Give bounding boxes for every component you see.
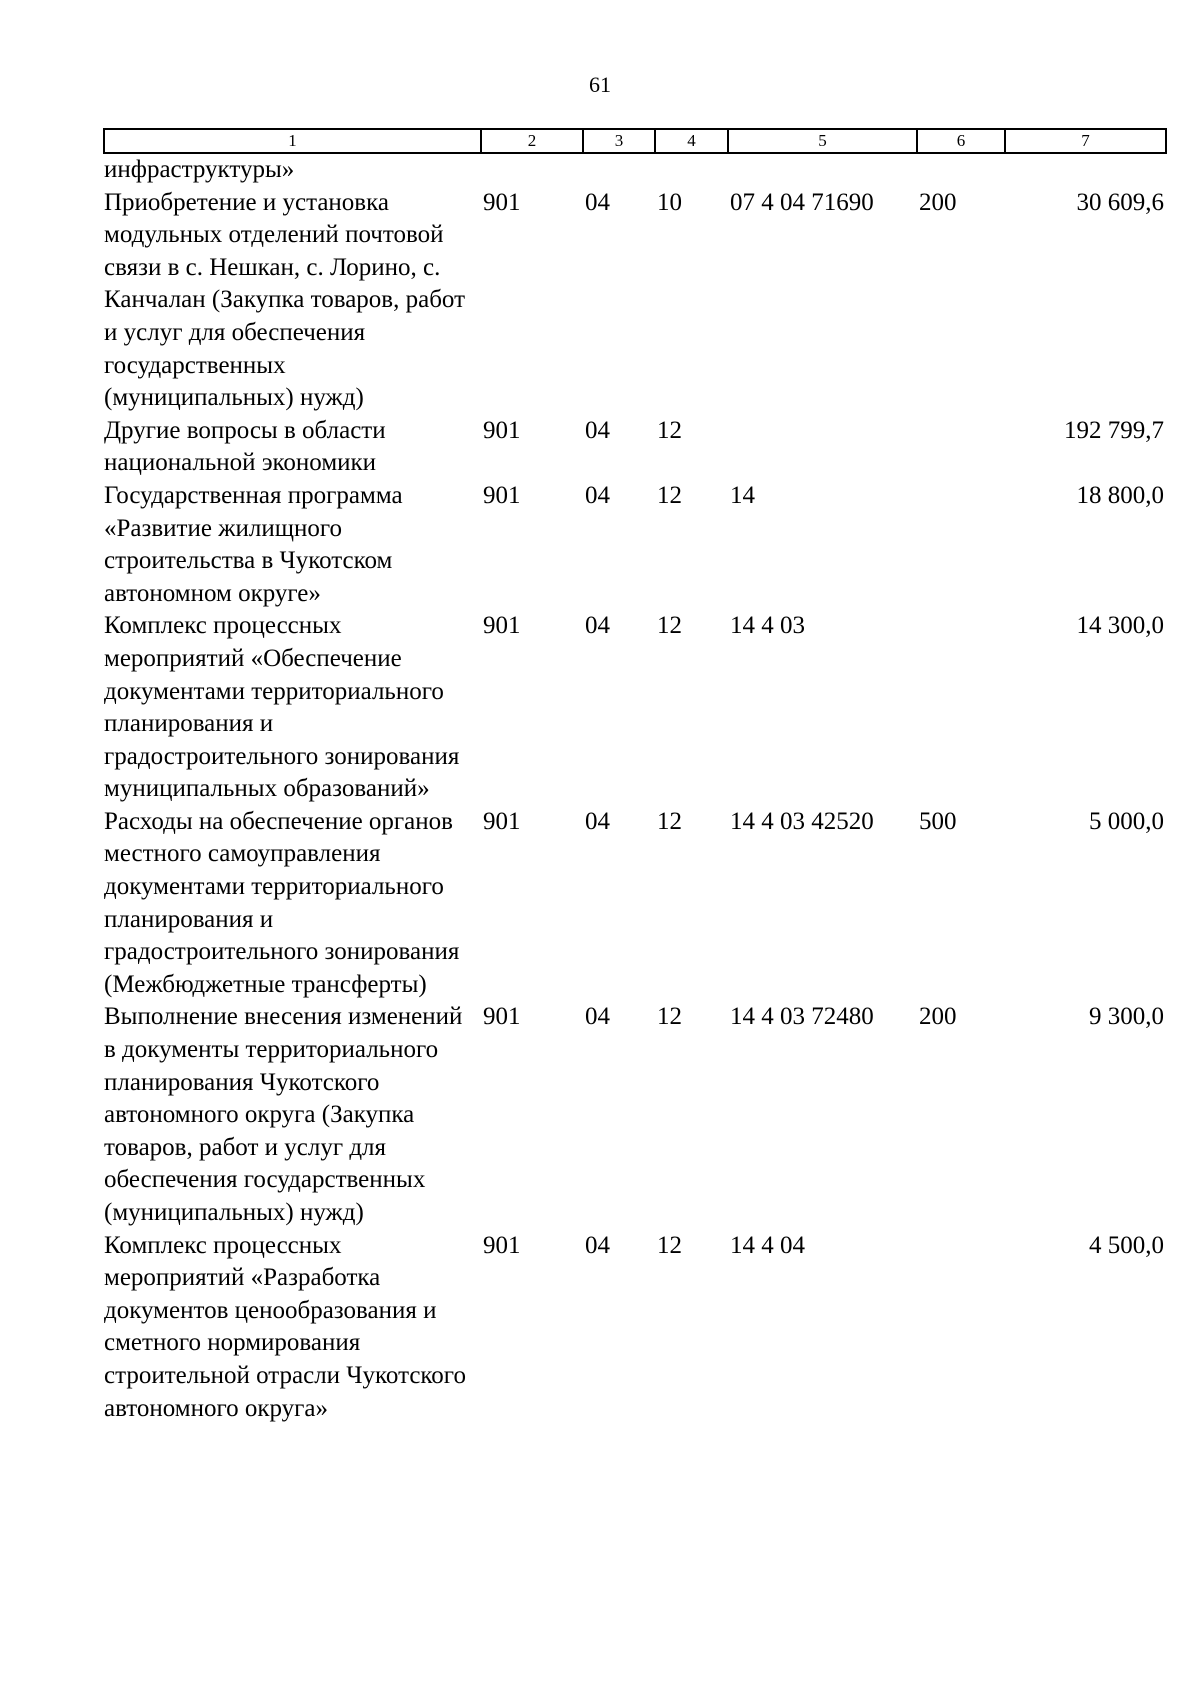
row-amount-cell: 4 500,0	[1089, 1231, 1164, 1259]
row-name-cell: Комплекс процессных мероприятий «Разработка документов ценообразования и сметного нормирования строительной отрасли Чукотского автономного округа»	[104, 1231, 466, 1422]
row-expense-type-cell	[917, 153, 1005, 187]
row-name-cell: Другие вопросы в области национальной экономики	[104, 416, 386, 477]
table-row	[104, 187, 1166, 415]
row-subsection-cell: 12	[657, 612, 682, 640]
table-row	[104, 610, 1166, 806]
row-name-cell: Расходы на обеспечение органов местного самоуправления документами территориального планирования и градостроительного зонирования (Межбюджетные трансферты)	[104, 807, 460, 998]
row-target-cell: 14 4 03 42520	[730, 807, 874, 835]
table-row	[104, 415, 1166, 480]
row-amount-cell	[1005, 153, 1166, 187]
row-ministry-cell: 901	[483, 807, 521, 835]
table-row	[104, 806, 1166, 1002]
row-amount-cell: 192 799,7	[1064, 416, 1164, 444]
row-section-cell: 04	[585, 481, 610, 509]
row-expense-type-cell: 200	[919, 188, 957, 216]
row-amount-cell: 14 300,0	[1076, 612, 1164, 640]
row-expense-type-cell	[917, 1230, 1005, 1426]
row-section-cell	[583, 153, 655, 187]
row-target-cell: 14 4 03 72480	[730, 1003, 874, 1031]
row-subsection-cell	[655, 153, 728, 187]
row-ministry-cell: 901	[483, 1003, 521, 1031]
row-subsection-cell: 10	[657, 188, 682, 216]
table-body	[104, 153, 1166, 1425]
row-ministry-cell: 901	[483, 188, 521, 216]
row-target-cell	[728, 153, 917, 187]
row-section-cell: 04	[585, 807, 610, 835]
row-name-cell: Выполнение внесения изменений в документы территориального планирования Чукотского автономного округа (Закупка товаров, работ и услуг для обеспечения государственных (муниципальных) нужд)	[104, 1003, 463, 1226]
row-target-cell: 14	[730, 481, 755, 509]
row-subsection-cell: 12	[657, 481, 682, 509]
table-header	[104, 129, 1166, 153]
row-section-cell: 04	[585, 1003, 610, 1031]
column-header-6: 6	[917, 129, 1005, 153]
table-row	[104, 1230, 1166, 1426]
row-section-cell: 04	[585, 1231, 610, 1259]
header-row	[104, 129, 1166, 153]
table-row	[104, 153, 1166, 187]
row-target-cell: 07 4 04 71690	[730, 188, 874, 216]
row-target-cell: 14 4 03	[730, 612, 805, 640]
row-section-cell: 04	[585, 612, 610, 640]
row-ministry-cell: 901	[483, 481, 521, 509]
table-row	[104, 1001, 1166, 1229]
row-amount-cell: 5 000,0	[1089, 807, 1164, 835]
row-expense-type-cell	[917, 610, 1005, 806]
row-subsection-cell: 12	[657, 807, 682, 835]
table-row	[104, 480, 1166, 610]
row-expense-type-cell	[917, 415, 1005, 480]
row-amount-cell: 9 300,0	[1089, 1003, 1164, 1031]
row-target-cell	[728, 415, 917, 480]
row-subsection-cell: 12	[657, 1231, 682, 1259]
row-amount-cell: 30 609,6	[1076, 188, 1164, 216]
row-ministry-cell: 901	[483, 416, 521, 444]
row-subsection-cell: 12	[657, 1003, 682, 1031]
column-header-3: 3	[583, 129, 655, 153]
row-section-cell: 04	[585, 188, 610, 216]
row-name-cell: Комплекс процессных мероприятий «Обеспечение документами территориального планирования и градостроительного зонирования муниципальных образований»	[104, 612, 460, 803]
row-subsection-cell: 12	[657, 416, 682, 444]
page-number: 61	[589, 72, 611, 97]
row-expense-type-cell	[917, 480, 1005, 610]
row-target-cell: 14 4 04	[730, 1231, 805, 1259]
column-header-7: 7	[1005, 129, 1166, 153]
budget-table	[103, 128, 1167, 1425]
row-ministry-cell: 901	[483, 612, 521, 640]
row-name-cell: инфраструктуры»	[104, 156, 295, 183]
row-name-cell: Государственная программа «Развитие жилищного строительства в Чукотском автономном округе»	[104, 481, 403, 607]
row-expense-type-cell: 500	[919, 807, 957, 835]
column-header-4: 4	[655, 129, 728, 153]
row-ministry-cell	[481, 153, 583, 187]
row-ministry-cell: 901	[483, 1231, 521, 1259]
column-header-5: 5	[728, 129, 917, 153]
column-header-1: 1	[104, 129, 481, 153]
row-expense-type-cell: 200	[919, 1003, 957, 1031]
row-section-cell: 04	[585, 416, 610, 444]
row-amount-cell: 18 800,0	[1076, 481, 1164, 509]
row-name-cell: Приобретение и установка модульных отделений почтовой связи в с. Нешкан, с. Лорино, с. Канчалан (Закупка товаров, работ и услуг для обеспечения государственных (муниципальных) нужд)	[104, 188, 466, 412]
column-header-2: 2	[481, 129, 583, 153]
